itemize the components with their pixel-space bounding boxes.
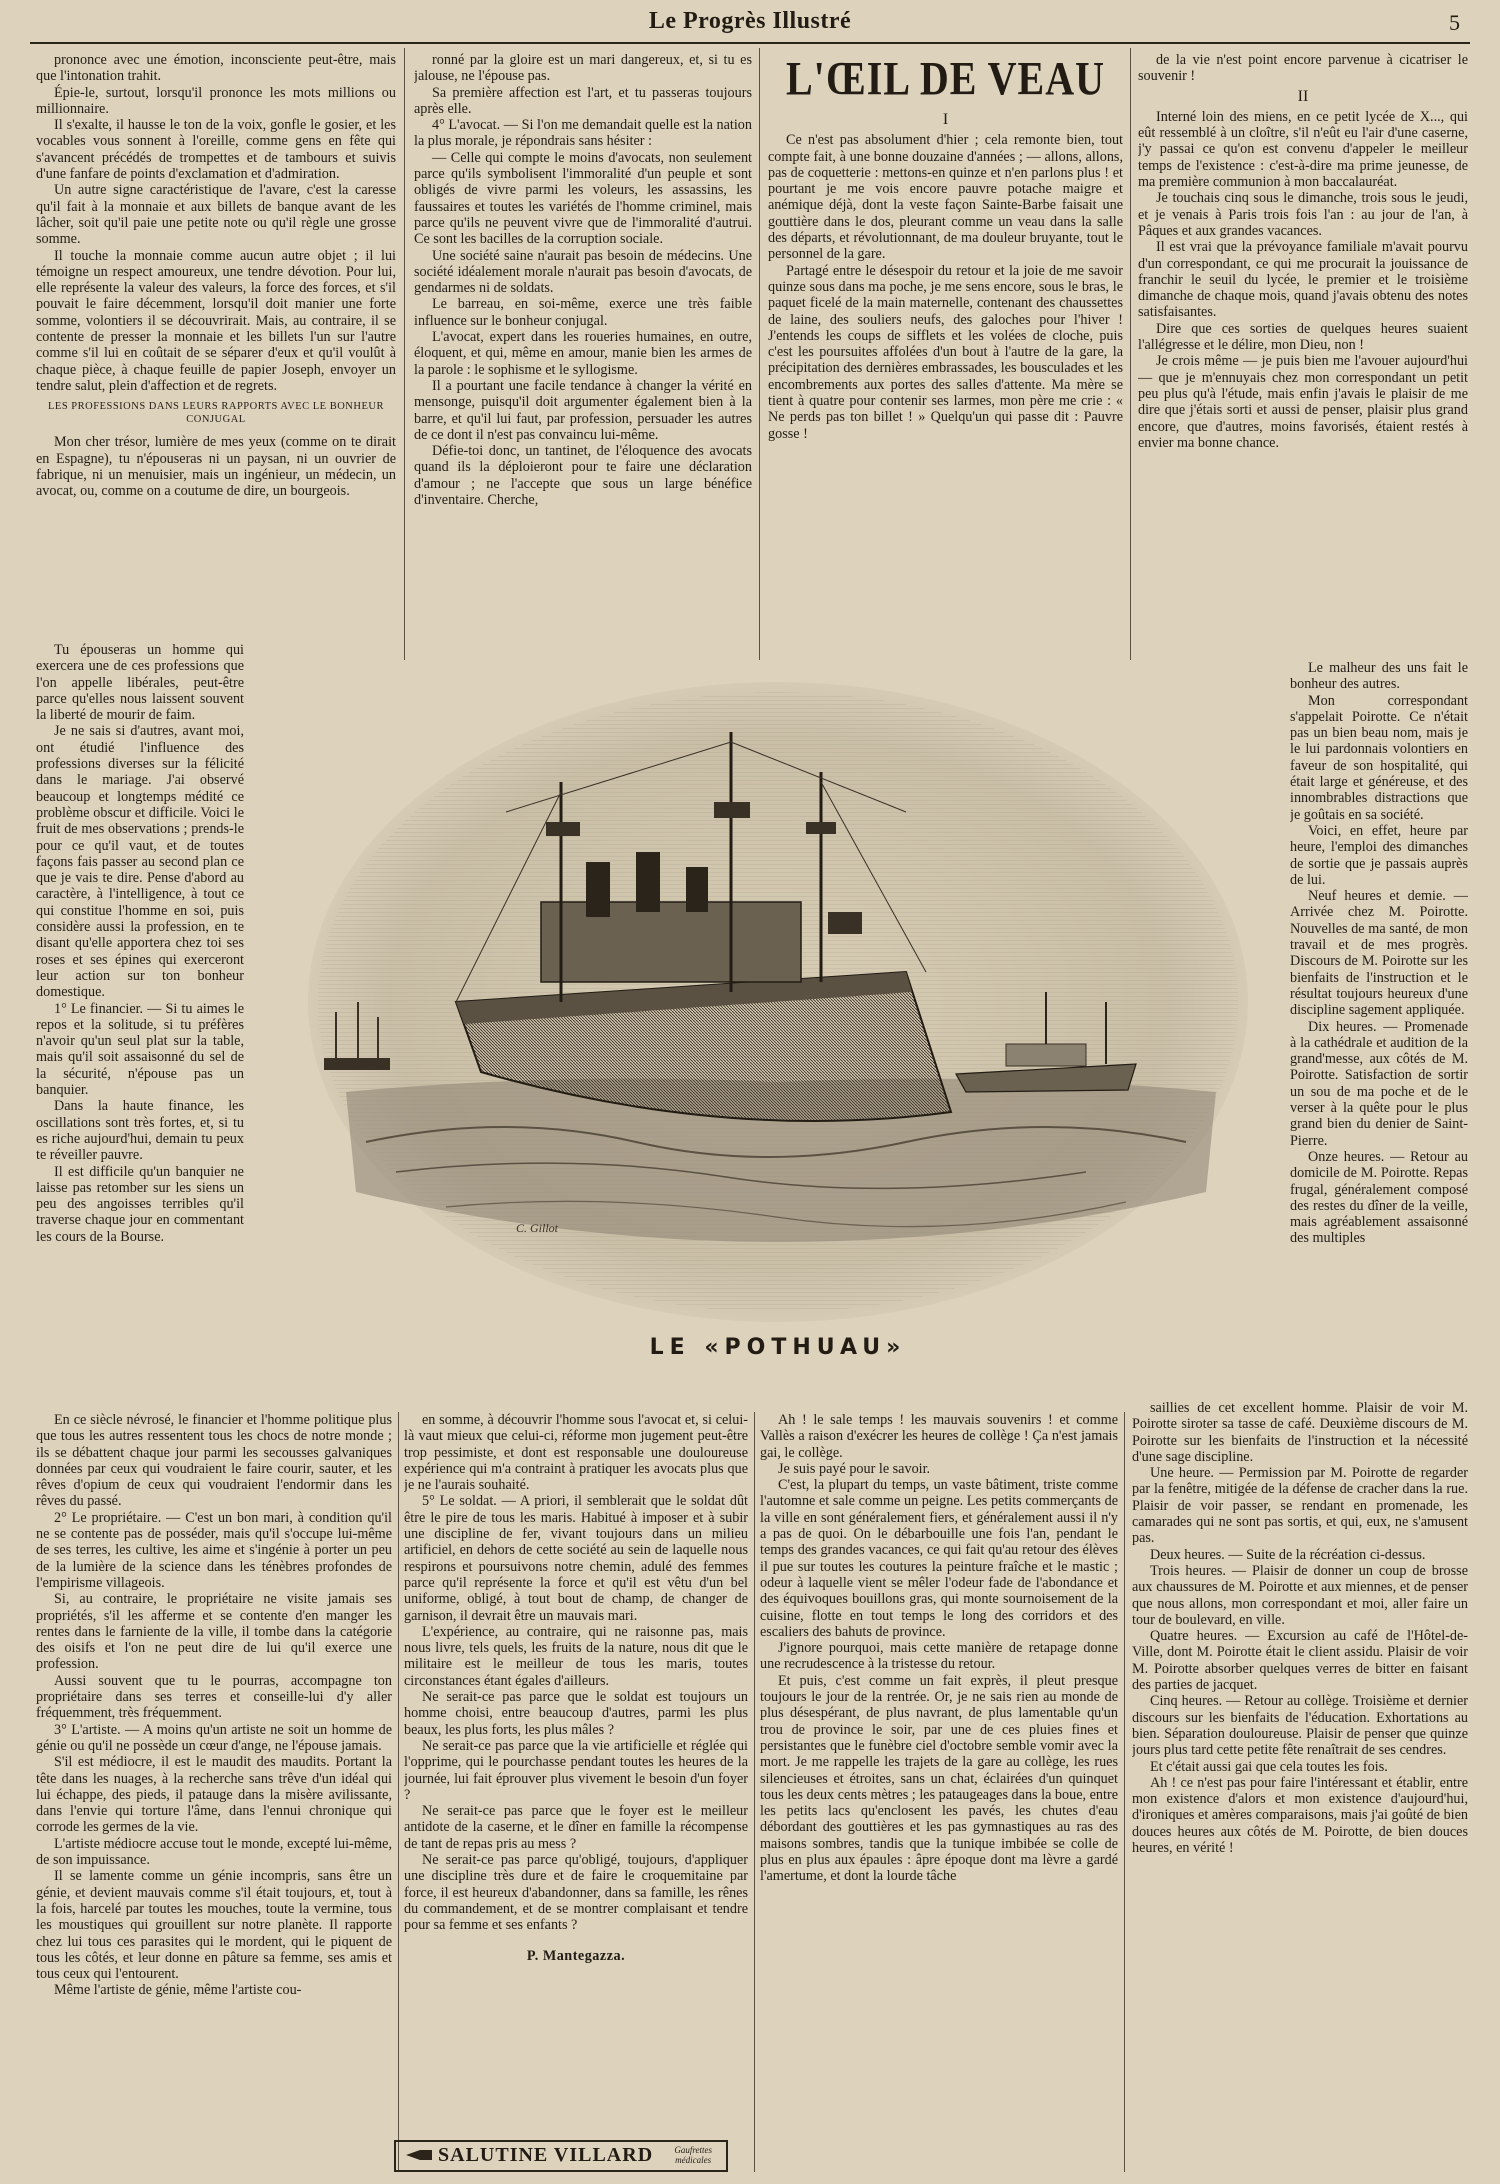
paragraph: Le barreau, en soi-même, exerce une très faible influence sur le bonheur conjugal.: [414, 296, 752, 329]
advertisement-subtitle: Gaufrettes médicales: [674, 2145, 712, 2165]
paragraph: Une heure. — Permission par M. Poirotte de regarder par la fenêtre, mitigée de la défense de cracher dans la rue. Plaisir de voir passer, se rendant en promenade, les camarades qui ne sont pas sortis, et qui, eux, ne s'amusent pas.: [1132, 1465, 1468, 1547]
paragraph: Il touche la monnaie comme aucun autre objet ; il lui témoigne un respect amoureux, une tendre dévotion. Pour lui, elle représente la valeur des valeurs, la force des forces, et s'il pouvait le faire décemment, lorsqu'il doit manier une forte somme, volontiers il se découvrirait. Mais, au contraire, il se contente de presser la monnaie et les billets l'un sur l'autre comme s'il lui en coûtait de se séparer d'eux et qu'il voulût à chaque pièce, à chaque feuille de papier Joseph, envoyer un tendre salut, plein d'affection et de regrets.: [36, 247, 396, 394]
paragraph: Il s'exalte, il hausse le ton de la voix, gonfle le gosier, et les vocables vous sonnent à l'oreille, comme gens en fête qui s'avancent précédés de trompettes et de tambours et suivis d'une fanfare de points d'exclamation et d'admiration.: [36, 117, 396, 183]
paragraph: Si, au contraire, le propriétaire ne visite jamais ses propriétés, s'il les afferme et se contente d'en manger les rentes dans le farniente de la ville, il tombe dans la catégorie des oisifs et l'on ne peut dire de lui qu'il exerce une profession.: [36, 1591, 392, 1673]
paragraph: Ne serait-ce pas parce que le soldat est toujours un homme choisi, entre beaucoup d'autres, parmi les plus beaux, les plus forts, les plus mâles ?: [404, 1689, 748, 1738]
chapter-number: I: [942, 111, 949, 128]
paragraph: Sa première affection est l'art, et tu passeras toujours après elle.: [414, 84, 752, 117]
illustration-caption: LE «POTHUAU»: [649, 1335, 907, 1360]
paragraph: Interné loin des miens, en ce petit lycée de X..., qui eût ressemblé à un cloître, s'il n'eût eu l'air d'une caserne, j'y passai ce qu'on est convenu d'appeler le meilleur temps de l'existence : c'est-à-dire ma prime jeunesse, de ma première communion à mon baccalauréat.: [1138, 108, 1468, 191]
paragraph: Ne serait-ce pas parce qu'obligé, toujours, d'appliquer une discipline très dure et de faire le croquemitaine par force, il est heureux d'abandonner, dans sa famille, les rênes du commandement, et de se montrer complaisant et tendre pour sa femme et ses enfants ?: [404, 1852, 748, 1934]
chapter-number: II: [1297, 87, 1309, 105]
paragraph: Je suis payé pour le savoir.: [778, 1460, 931, 1477]
story-title: L'ŒIL DE VEAU: [785, 52, 1105, 105]
paragraph: Mon cher trésor, lumière de mes yeux (comme on te dirait en Espagne), tu n'épouseras ni un paysan, ni un ouvrier de fabrique, ni un menuisier, mais un ingénieur, un médecin, un avocat, ou, comme on a coutume de dire, un bourgeois.: [36, 434, 396, 500]
paragraph: Je crois même — je puis bien me l'avouer aujourd'hui — que je m'ennuyais chez mon correspondant un petit peu plus qu'à l'étude, mais enfin j'avais le plaisir de me dire que j'étais sorti et aussi de penser, plaisir plus grand encore, que d'autres, moins favorisés, étaient restés à envier ma bonne chance.: [1138, 353, 1468, 451]
column-2-top: [414, 52, 752, 657]
paragraph: Et puis, c'est comme un fait exprès, il pleut presque toujours le jour de la rentrée. Or, je ne sais rien au monde de plus désespérant, de plus navrant, de plus lamentable qu'un trou de province le soir, par une de ces pluies fines et persistantes que le funèbre ciel d'octobre semble vomir avec la mort. Je me rappelle les trajets de la gare au collège, les rues silencieuses et étroites, sans un chat, éclairées d'un quinquet tous les deux cents mètres ; les pataugeages dans la boue, entre les petits lacs qu'enclosent les pavés, les chutes d'eau débordant des gouttières et les pas gymnastiques au ras des maisons sombres, tandis que la tunique imbibée se colle de plus en plus aux épaules : âpre époque dont ma lèvre a gardé l'amertume, et dont la lourde tâche: [760, 1672, 1118, 1885]
paragraph: 1° Le financier. — Si tu aimes le repos et la solitude, si tu préfères n'avoir qu'un seul plat sur la table, mais qu'il soit assaisonné du sel de la sécurité, n'épouse pas un banquier.: [36, 1000, 244, 1099]
column-rule: [754, 1412, 755, 2172]
paragraph: Trois heures. — Plaisir de donner un coup de brosse aux chaussures de M. Poirotte et aux miennes, et de penser que nous allons, mon correspondant et moi, aller faire un tour de boulevard, en ville.: [1132, 1562, 1468, 1628]
paragraph: Tu épouseras un homme qui exercera une de ces professions que l'on appelle libérales, peut-être parce qu'elles nous laissent souvent la liberté de mourir de faim.: [36, 642, 244, 724]
paragraph: 5° Le soldat. — A priori, il semblerait que le soldat dût être le pire de tous les maris. Habitué à imposer et à subir une discipline de fer, vivant toujours dans un milieu artificiel, en dehors de cette société au sein de laquelle nous respirons et poursuivons notre chemin, adulé des femmes parce qu'il représente la force et qu'il est vêtu d'un bel uniforme, obligé, à tout bout de champ, de changer de garnison, il devrait être un mauvais mari.: [404, 1493, 748, 1624]
paragraph: Ah ! le sale temps ! les mauvais souvenirs ! et comme Vallès a raison d'exécrer les heures de collège ! Ça n'est jamais gai, le collège.: [760, 1412, 1118, 1461]
paragraph: Il est difficile qu'un banquier ne laisse pas retomber sur les siens un peu des angoisses terribles qu'il traverse chaque jour en commentant les cours de la Bourse.: [36, 1163, 244, 1245]
column-rule: [1124, 1412, 1125, 2172]
column-2-bottom: [404, 1412, 748, 2132]
paragraph: Une société saine n'aurait pas besoin de médecins. Une société idéalement morale n'aurait pas besoin d'avocats, de gendarmes ni de soldats.: [414, 247, 752, 297]
paragraph: Ne serait-ce pas parce que la vie artificielle et réglée qui l'opprime, qui le pourchasse pendant toutes les heures de la journée, lui fait éprouver plus vivement le besoin d'un foyer ?: [404, 1737, 748, 1803]
artist-signature: C. Gillot: [516, 1221, 559, 1235]
paragraph: L'avocat, expert dans les roueries humaines, en outre, éloquent, et qui, même en amour, manie bien les armes de la parole : le sophisme et le syllogisme.: [414, 329, 752, 378]
paragraph: L'expérience, au contraire, qui ne raisonne pas, mais nous livre, tels quels, les fruits de la nature, nous dit que le militaire est le meilleur de tous les maris, toutes circonstances étant égales d'ailleurs.: [404, 1623, 748, 1689]
section-title: LES PROFESSIONS DANS LEURS RAPPORTS AVEC LE BONHEUR CONJUGAL: [48, 401, 384, 426]
masthead: Le Progrès Illustré: [648, 8, 852, 34]
paragraph: Je touchais cinq sous le dimanche, trois sous le jeudi, et je venais à Paris trois fois l'an : au jour de l'an, à Pâques et aux grandes vacances.: [1138, 190, 1468, 239]
paragraph: Cinq heures. — Retour au collège. Troisième et dernier discours sur les bienfaits de l'éducation. Exhortations au bien. Séparation douloureuse. Plaisir de penser que quinze jours plus tard cette petite fête renaîtrait de ses cendres.: [1132, 1693, 1468, 1759]
paragraph: Mon correspondant s'appelait Poirotte. Ce n'était pas un bien beau nom, mais je le lui pardonnais volontiers en faveur de son hospitalité, qui était large et généreuse, et des innombrables distractions que je goûtais en sa société.: [1290, 692, 1468, 823]
page-number: 5: [1449, 10, 1460, 35]
paragraph: Il a pourtant une facile tendance à changer la vérité en mensonge, puisqu'il doit argumenter également bien à la barre, et qu'il lui faut, par profession, persuader les autres de ce dont il n'est pas convaincu lui-même.: [414, 377, 752, 443]
paragraph: Onze heures. — Retour au domicile de M. Poirotte. Repas frugal, généralement composé des restes du dîner de la veille, mais agréablement assaisonné des multiples: [1290, 1148, 1468, 1247]
column-1-narrow: [36, 642, 244, 1412]
paragraph: 4° L'avocat. — Si l'on me demandait quelle est la nation la plus morale, je répondrais sans hésiter :: [414, 117, 752, 150]
paragraph: Neuf heures et demie. — Arrivée chez M. Poirotte. Nouvelles de ma santé, de mon travail et de mes progrès. Discours de M. Poirotte sur les bienfaits de l'instruction et le résultat toujours heureux d'une discipline sagement appliquée.: [1290, 888, 1468, 1019]
paragraph: Dix heures. — Promenade à la cathédrale et audition de la grand'messe, aux côtés de M. Poirotte. Satisfaction de sortir un sou de ma poche et de le verser à la quête pour le plus grand bien du denier de Saint-Pierre.: [1290, 1018, 1468, 1149]
paragraph: Il est vrai que la prévoyance familiale m'avait pourvu d'un correspondant, ce qui me procurait la jouissance de franchir le seuil du lycée, le premier et le troisième dimanche de chaque mois, quand j'avais obtenu des notes satisfaisantes.: [1138, 239, 1468, 321]
column-rule: [759, 48, 760, 660]
page-header: [0, 0, 1500, 44]
column-4-top: [1138, 52, 1468, 677]
column-3-bottom: [760, 1412, 1118, 2172]
paragraph: Épie-le, surtout, lorsqu'il prononce les mots millions ou millionnaire.: [36, 84, 396, 117]
paragraph: Dire que ces sorties de quelques heures suaient l'allégresse et le délire, mon Dieu, non !: [1138, 320, 1468, 354]
paragraph: saillies de cet excellent homme. Plaisir de voir M. Poirotte siroter sa tasse de café. Deuxième discours de M. Poirotte sur les bienfaits de l'instruction et la nécessité d'une sage discipline.: [1132, 1400, 1468, 1465]
pointing-hand-icon: [404, 2146, 434, 2164]
paragraph: Ne serait-ce pas parce que le foyer est le meilleur antidote de la caserne, et le dîner en famille la récompense de tant de repas pris au mess ?: [404, 1803, 748, 1852]
advertisement-brand: SALUTINE VILLARD: [438, 2144, 654, 2166]
paragraph: Un autre signe caractéristique de l'avare, c'est la caresse qu'il fait à la monnaie et aux billets de banque avant de les lâcher, soit qu'il paie une petite note ou qu'il règle une grosse somme.: [36, 182, 396, 248]
paragraph: en somme, à découvrir l'homme sous l'avocat et, si celui-là vaut mieux que celui-ci, réforme mon jugement peut-être trop pessimiste, et dont est responsable une douloureuse expérience qui m'a contraint à pratiquer les avocats plus que je ne l'aurais souhaité.: [404, 1412, 748, 1494]
paragraph: Il se lamente comme un génie incompris, sans être un génie, et devient mauvais comme s'il était toujours, et, tout à la fois, harcelé par toutes les mouches, toute la vermine, tous les moustiques qui grouillent sur notre planète. Il rapporte chez lui tous ces parasites qui le mordent, qui le piquent de tous les côtés, et leur donne en pâture sa femme, ses amis et tous ceux qui l'entourent.: [36, 1868, 392, 1983]
paragraph: Deux heures. — Suite de la récréation ci-dessus.: [1150, 1546, 1426, 1563]
paragraph: Même l'artiste de génie, même l'artiste cou-: [54, 1982, 302, 1999]
ship-illustration: [306, 672, 1250, 1327]
column-3-top: [768, 52, 1123, 657]
paragraph: Défie-toi donc, un tantinet, de l'éloquence des avocats quand ils la déploieront pour te faire une déclaration d'amour ; ne l'accepte que sous un large bénéfice d'inventaire. Cherche,: [414, 443, 752, 509]
paragraph: En ce siècle névrosé, le financier et l'homme politique plus que tous les autres ressentent tous les chocs de notre monde ; ils se débattent chaque jour parmi les secousses galvaniques données par ceux qui voudraient le faire courir, sauter, et les rêves d'opium de ceux qui voudraient l'endormir dans les rêves du passé.: [36, 1412, 392, 1510]
column-1-top: [36, 52, 396, 642]
header-rule: [30, 42, 1470, 44]
paragraph: Et c'était aussi gai que cela toutes les fois.: [1150, 1758, 1388, 1775]
paragraph: prononce avec une émotion, inconsciente peut-être, mais que l'intonation trahit.: [36, 52, 396, 85]
paragraph: — Celle qui compte le moins d'avocats, non seulement parce qu'ils symbolisent l'immoralité d'un peuple et sont obligés de vivre parmi les voleurs, les assassins, les faussaires et toutes les variétés de l'homme criminel, mais parce qu'ils ne peuvent vivre que de l'immoralité d'autrui. Ce sont les bacilles de la corruption sociale.: [414, 149, 752, 248]
advertisement-box: [394, 2140, 728, 2172]
paragraph: Le malheur des uns fait le bonheur des autres.: [1290, 660, 1468, 693]
column-rule: [1130, 48, 1131, 660]
paragraph: Voici, en effet, heure par heure, l'emploi des dimanches de sortie que je passais auprès de lui.: [1290, 822, 1468, 888]
paragraph: C'est, la plupart du temps, un vaste bâtiment, triste comme l'automne et sale comme un peigne. Les petits commerçants de la ville en sont généralement fiers, et généralement aussi il n'y a pas de quoi. On le débarbouille une fois l'an, pendant le temps des grandes vacances, ce qui fait qu'au retour des élèves il pue sur toutes les coutures la peinture fraîche et le mastic ; odeur à laquelle vient se mêler l'odeur fade de l'abondance et des équivoques bouillons gras, qui monte sournoisement de la cuisine, flotte en tout temps le long des corridors et des escaliers des bahuts de province.: [760, 1477, 1118, 1640]
paragraph: Aussi souvent que tu le pourras, accompagne ton propriétaire dans ses terres et conseille-lui d'y aller fréquemment, très fréquemment.: [36, 1672, 392, 1722]
paragraph: ronné par la gloire est un mari dangereux, et, si tu es jalouse, ne l'épouse pas.: [414, 52, 752, 85]
paragraph: L'artiste médiocre accuse tout le monde, excepté lui-même, de son impuissance.: [36, 1835, 392, 1869]
column-1-bottom: [36, 1412, 392, 2172]
author-signature: P. Mantegazza.: [526, 1947, 626, 1964]
paragraph: Ce n'est pas absolument d'hier ; cela remonte bien, tout compte fait, à une bonne douzaine d'années ; — allons, allons, pas de coquetterie : mettons-en quinze et n'en parlons plus ! et pourtant je me vois encore pauvre potache maigre et anémique déjà, dont la veste façon Sainte-Barbe faisait une gouttière dans le dos, pleurant comme un veau dans la salle des départs, et révolutionnant, de ma douleur bruyante, tout le personnel de la gare.: [768, 132, 1123, 263]
paragraph: Partagé entre le désespoir du retour et la joie de me savoir quinze sous dans ma poche, je me sens encore, sous le bras, le paquet ficelé de la main maternelle, contenant des chaussettes de laine, des souliers neufs, des galoches pour l'hiver ! J'entends les coups de sifflets et les volées de cloche, puis c'est les poursuites affolées d'un bout à l'autre de la gare, la précipitation des dernières embrassades, les bousculades et les encombrements aux portes des salles d'attente. Ma mère se tient à quatre pour contenir ses larmes, mon père me crie : « Ne perds pas ton billet ! » Quelqu'un qui passe dit : Pauvre gosse !: [768, 262, 1123, 442]
paragraph: 3° L'artiste. — A moins qu'un artiste ne soit un homme de génie ou qu'il ne possède un cœur d'ange, ne l'épouse jamais.: [36, 1721, 392, 1754]
paragraph: de la vie n'est point encore parvenue à cicatriser le souvenir !: [1138, 52, 1468, 85]
column-rule: [404, 48, 405, 660]
paragraph: S'il est médiocre, il est le maudit des maudits. Portant la tête dans les nuages, à la recherche sans trêve d'un idéal qui lui échappe, des pieds, il patauge dans la misère avilissante, dans l'envie qui torture l'âme, dans l'ennui chronique qui corrode les germes de la vie.: [36, 1754, 392, 1836]
paragraph: J'ignore pourquoi, mais cette manière de retapage donne une recrudescence à la tristesse du retour.: [760, 1640, 1118, 1673]
column-rule: [398, 1412, 399, 2172]
paragraph: Je ne sais si d'autres, avant moi, ont étudié l'influence des professions diverses sur la félicité dans le mariage. J'ai observé beaucoup et longtemps médité ce problème obscur et difficile. Voici le fruit de mes observations ; prends-le pour ce qu'il vaut, et de toutes façons fais passer au second plan ce que je vais te dire. Pense d'abord au caractère, à l'intelligence, à tout ce qui constitue l'homme en soi, puis considère aussi la profession, en te disant qu'elle apportera chez toi ses roses et ses épines qui exerceront leur action sur ton bonheur domestique.: [36, 723, 244, 1001]
paragraph: Ah ! ce n'est pas pour faire l'intéressant et établir, entre mon existence d'alors et mon existence d'aujourd'hui, d'ironiques et amères comparaisons, mais j'ai goûté de bien douces heures aux côtés de M. Poirotte, de bien douces heures, en vérité !: [1132, 1774, 1468, 1857]
paragraph: Dans la haute finance, les oscillations sont très fortes, et, si tu es riche aujourd'hui, demain tu peux te réveiller pauvre.: [36, 1098, 244, 1164]
column-4-bottom: [1132, 1400, 1468, 2172]
paragraph: Quatre heures. — Excursion au café de l'Hôtel-de-Ville, dont M. Poirotte était le client assidu. Plaisir de voir M. Poirotte absorber quelques verres de bitter en faisant des parties de jacquet.: [1132, 1628, 1468, 1694]
paragraph: 2° Le propriétaire. — C'est un bon mari, à condition qu'il ne se contente pas de posséder, mais qu'il s'occupe lui-même de ses terres, les cultive, les aime et s'ingénie à porter un peu de la lumière de la science dans les ténèbres profondes de l'empirisme villageois.: [36, 1509, 392, 1591]
column-4-narrow: [1290, 660, 1468, 1400]
